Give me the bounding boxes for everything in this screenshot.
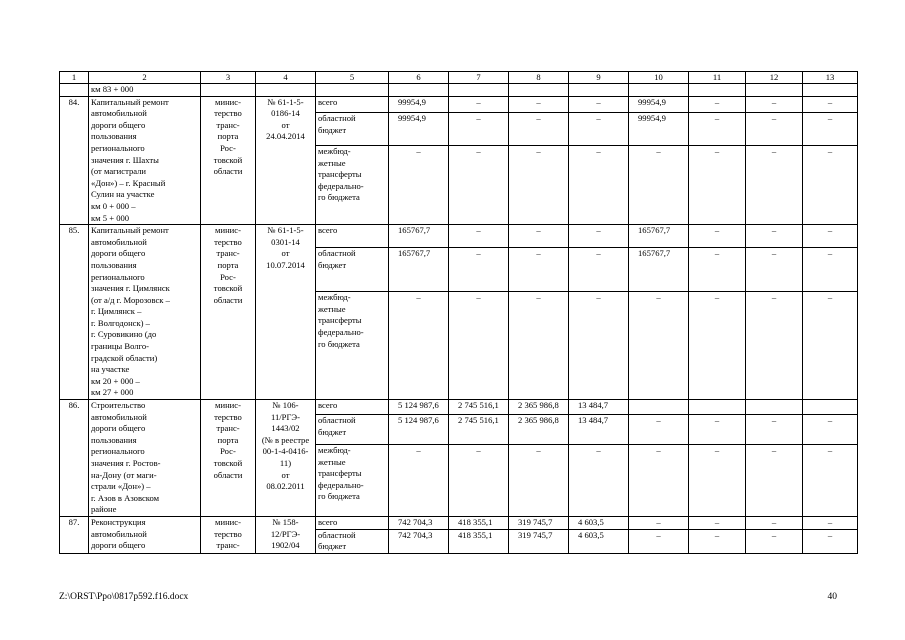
amount-cell: 319 745,7 [509, 516, 569, 529]
amount-cell: – [803, 96, 858, 113]
amount-cell: – [803, 516, 858, 529]
amount-cell: – [689, 292, 746, 400]
amount-cell: – [629, 529, 689, 553]
amount-cell: – [803, 444, 858, 516]
amount-cell: 165767,7 [389, 225, 449, 248]
amount-cell: – [746, 529, 803, 553]
column-number: 5 [316, 72, 389, 84]
amount-cell: – [689, 113, 746, 145]
amount-cell: 2 365 986,8 [509, 415, 569, 445]
customer-name: минис- терство транс- порта Рос- товской области [201, 400, 256, 517]
amount-cell: 5 124 987,6 [389, 415, 449, 445]
amount-cell: 2 745 516,1 [449, 400, 509, 415]
amount-cell: – [803, 292, 858, 400]
table-row [60, 516, 858, 529]
amount-cell: 319 745,7 [509, 529, 569, 553]
amount-cell: – [389, 444, 449, 516]
column-number: 11 [689, 72, 746, 84]
funding-source: областной бюджет [316, 113, 389, 145]
amount-cell: 4 603,5 [569, 529, 629, 553]
amount-cell: 165767,7 [629, 248, 689, 292]
amount-cell: – [746, 248, 803, 292]
amount-cell: – [803, 248, 858, 292]
funding-source: всего [316, 225, 389, 248]
amount-cell: – [569, 292, 629, 400]
continuation-text: км 83 + 000 [89, 84, 201, 97]
amount-cell: – [509, 225, 569, 248]
column-number: 6 [389, 72, 449, 84]
amount-cell: – [689, 225, 746, 248]
funding-source: областной бюджет [316, 248, 389, 292]
row-number: 87. [60, 516, 89, 553]
amount-cell: – [449, 292, 509, 400]
amount-cell: 4 603,5 [569, 516, 629, 529]
amount-cell: – [746, 145, 803, 224]
budget-table [59, 71, 858, 554]
expertise-document: № 61-1-5- 0301-14 от 10.07.2014 [256, 225, 316, 400]
amount-cell [689, 400, 746, 415]
funding-source: областной бюджет [316, 529, 389, 553]
document-page [59, 71, 837, 554]
column-number: 4 [256, 72, 316, 84]
column-number: 3 [201, 72, 256, 84]
amount-cell: – [509, 444, 569, 516]
expertise-document: № 61-1-5- 0186-14 от 24.04.2014 [256, 96, 316, 225]
amount-cell: – [449, 145, 509, 224]
row-number: 86. [60, 400, 89, 517]
amount-cell: – [803, 225, 858, 248]
amount-cell: – [629, 444, 689, 516]
amount-cell: – [449, 444, 509, 516]
amount-cell: – [746, 113, 803, 145]
amount-cell: – [449, 96, 509, 113]
amount-cell: – [803, 529, 858, 553]
amount-cell: 742 704,3 [389, 529, 449, 553]
amount-cell [746, 400, 803, 415]
funding-source: всего [316, 96, 389, 113]
amount-cell: – [569, 96, 629, 113]
amount-cell: – [389, 292, 449, 400]
amount-cell: 13 484,7 [569, 400, 629, 415]
amount-cell: – [629, 415, 689, 445]
amount-cell: – [569, 248, 629, 292]
funding-source: всего [316, 400, 389, 415]
amount-cell: – [746, 292, 803, 400]
amount-cell: – [689, 96, 746, 113]
amount-cell: – [689, 516, 746, 529]
amount-cell: – [449, 113, 509, 145]
expertise-document: № 158- 12/РГЭ- 1902/04 [256, 516, 316, 553]
amount-cell: – [569, 145, 629, 224]
page-number: 40 [827, 592, 837, 602]
amount-cell: 742 704,3 [389, 516, 449, 529]
amount-cell: – [629, 292, 689, 400]
amount-cell: – [509, 145, 569, 224]
column-number: 1 [60, 72, 89, 84]
amount-cell: 418 355,1 [449, 516, 509, 529]
amount-cell: 418 355,1 [449, 529, 509, 553]
row-number: 85. [60, 225, 89, 400]
amount-cell: – [803, 415, 858, 445]
amount-cell: – [569, 225, 629, 248]
amount-cell: 99954,9 [629, 113, 689, 145]
amount-cell: 165767,7 [389, 248, 449, 292]
column-number: 7 [449, 72, 509, 84]
amount-cell: – [509, 292, 569, 400]
amount-cell: – [689, 415, 746, 445]
amount-cell: – [746, 415, 803, 445]
amount-cell: – [449, 248, 509, 292]
amount-cell: – [449, 225, 509, 248]
funding-source: областной бюджет [316, 415, 389, 445]
funding-source: межбюд- жетные трансферты федерально- го бюджета [316, 444, 389, 516]
row-number: 84. [60, 96, 89, 225]
column-number: 9 [569, 72, 629, 84]
amount-cell: 13 484,7 [569, 415, 629, 445]
continuation-row [60, 84, 858, 97]
amount-cell: – [746, 516, 803, 529]
customer-name: минис- терство транс- [201, 516, 256, 553]
amount-cell: – [569, 113, 629, 145]
funding-source: всего [316, 516, 389, 529]
amount-cell: 165767,7 [629, 225, 689, 248]
amount-cell: 99954,9 [629, 96, 689, 113]
amount-cell: 99954,9 [389, 113, 449, 145]
amount-cell: – [746, 96, 803, 113]
amount-cell: – [689, 529, 746, 553]
column-number-row [60, 72, 858, 84]
amount-cell: – [689, 444, 746, 516]
amount-cell: – [629, 516, 689, 529]
amount-cell: – [689, 145, 746, 224]
table-row [60, 400, 858, 415]
amount-cell: – [689, 248, 746, 292]
column-number: 8 [509, 72, 569, 84]
file-path: Z:\ORST\Ppo\0817p592.f16.docx [59, 592, 189, 602]
expertise-document: № 106- 11/РГЭ- 1443/02 (№ в реестре 00-1-4-0416- 11) от 08.02.2011 [256, 400, 316, 517]
column-number: 10 [629, 72, 689, 84]
amount-cell [803, 400, 858, 415]
amount-cell: – [803, 145, 858, 224]
amount-cell: 5 124 987,6 [389, 400, 449, 415]
funding-source: межбюд- жетные трансферты федерально- го бюджета [316, 292, 389, 400]
amount-cell: – [746, 225, 803, 248]
amount-cell: 99954,9 [389, 96, 449, 113]
object-name: Строительство автомобильной дороги общего пользования регионального значения г. Ростов- на-Дону (от маги- страли «Дон») – г. Азов в Азовском районе [89, 400, 201, 517]
amount-cell: – [509, 96, 569, 113]
amount-cell: – [746, 444, 803, 516]
amount-cell: – [629, 145, 689, 224]
amount-cell [629, 400, 689, 415]
customer-name: минис- терство транс- порта Рос- товской области [201, 96, 256, 225]
customer-name: минис- терство транс- порта Рос- товской области [201, 225, 256, 400]
amount-cell: 2 365 986,8 [509, 400, 569, 415]
amount-cell: – [509, 113, 569, 145]
object-name: Капитальный ремонт автомобильной дороги общего пользования регионального значения г. Цимлянск (от а/д г. Морозовск – г. Цимлянск – г. Волгодонск) – г. Суровикино (до границы Волго- градской области) на участке км 20 + 000 – км 27 + 000 [89, 225, 201, 400]
object-name: Реконструкция автомобильной дороги общего [89, 516, 201, 553]
column-number: 13 [803, 72, 858, 84]
amount-cell: – [509, 248, 569, 292]
table-row [60, 225, 858, 248]
funding-source: межбюд- жетные трансферты федерально- го бюджета [316, 145, 389, 224]
amount-cell: – [569, 444, 629, 516]
column-number: 2 [89, 72, 201, 84]
table-row [60, 96, 858, 113]
object-name: Капитальный ремонт автомобильной дороги общего пользования регионального значения г. Шахты (от магистрали «Дон») – г. Красный Сулин на участке км 0 + 000 – км 5 + 000 [89, 96, 201, 225]
amount-cell: – [803, 113, 858, 145]
amount-cell: – [389, 145, 449, 224]
amount-cell: 2 745 516,1 [449, 415, 509, 445]
column-number: 12 [746, 72, 803, 84]
